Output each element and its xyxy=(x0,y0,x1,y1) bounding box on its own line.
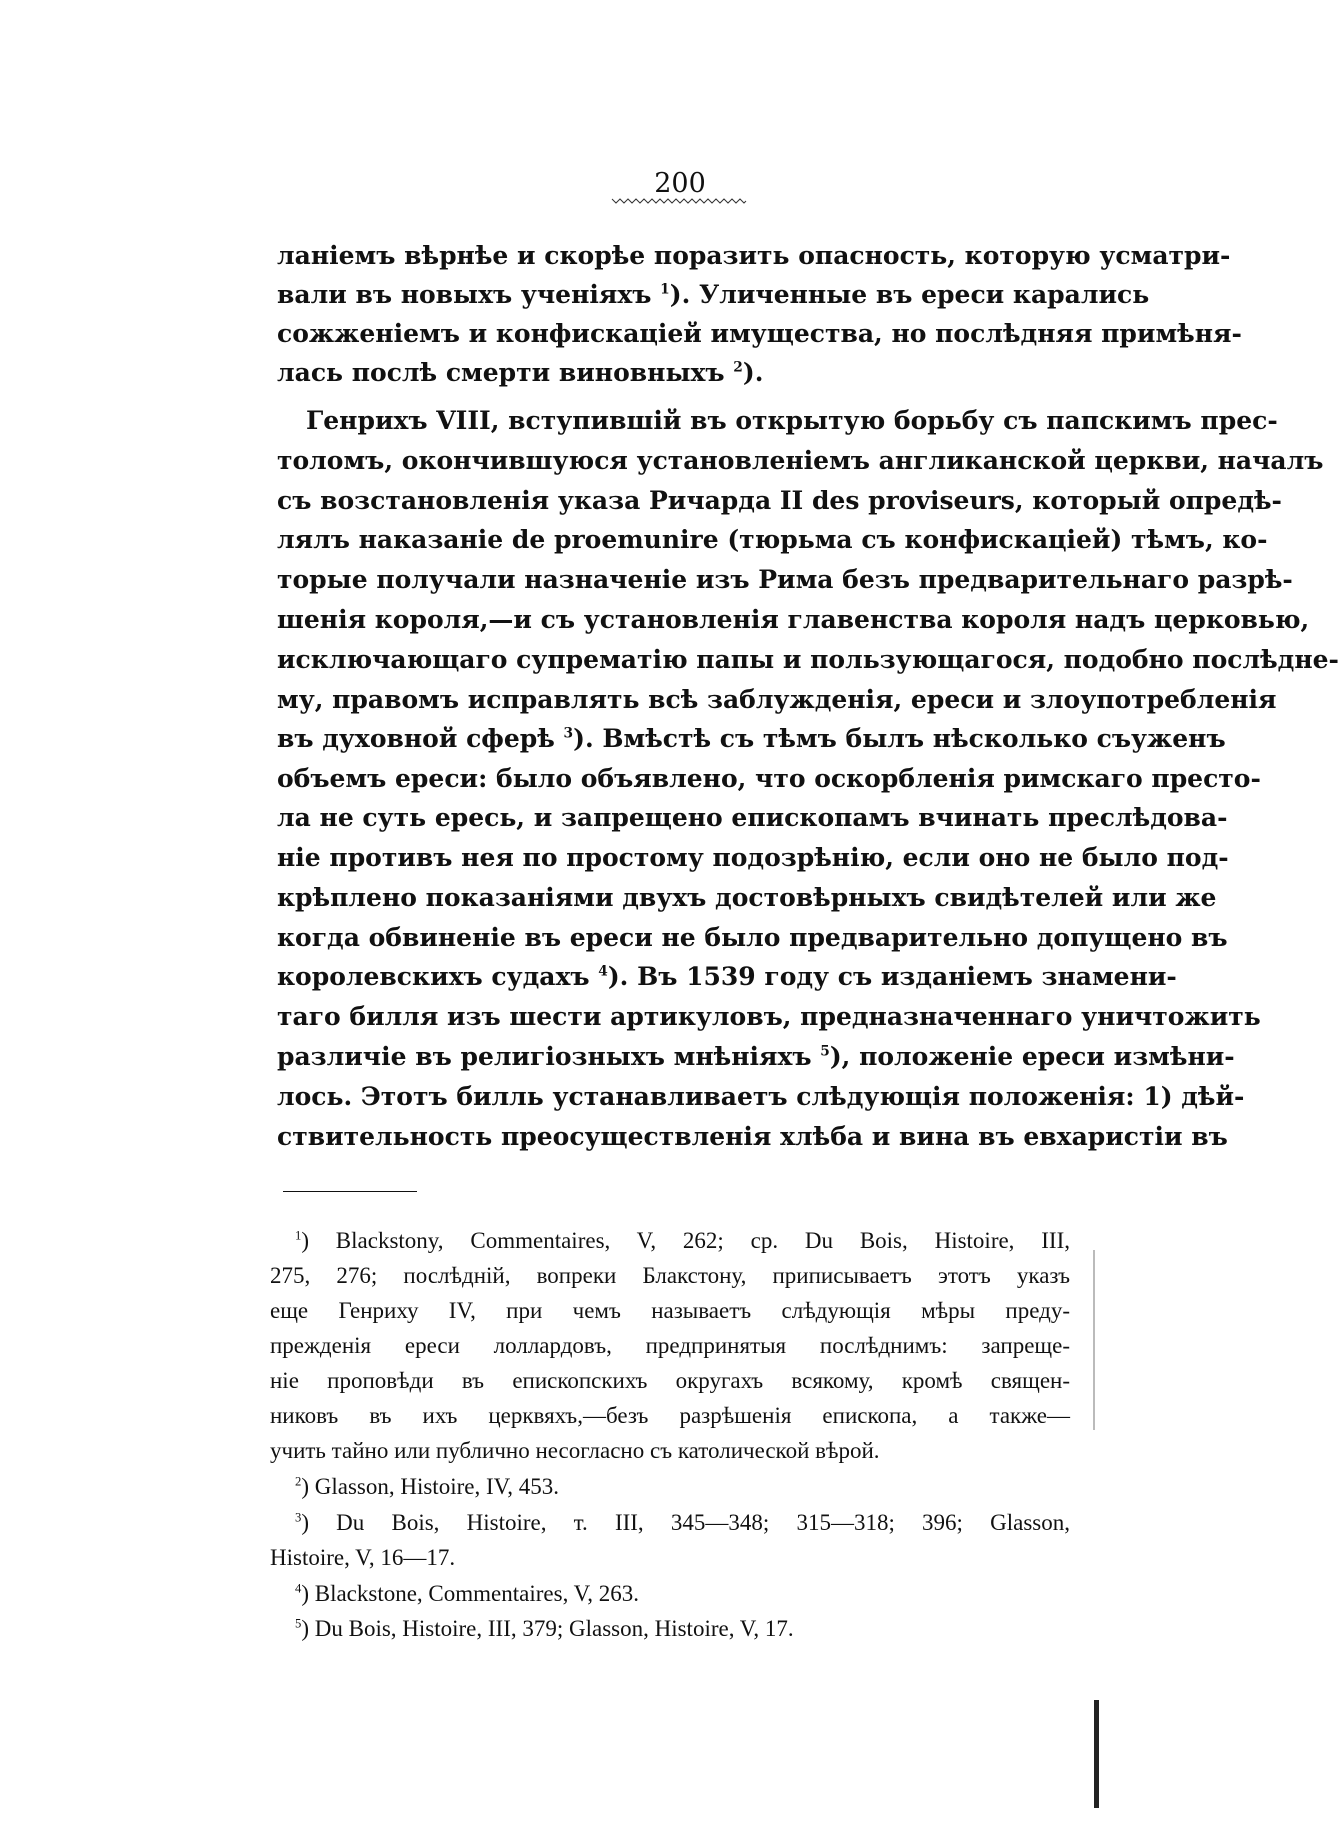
text-line: шенія короля,—и съ установленія главенства короля надъ церковью, xyxy=(277,605,1310,634)
footnote-line: еще Генриху IV, при чемъ называетъ слѣдующія мѣры преду- xyxy=(270,1298,1070,1323)
footnote-ref: 4 xyxy=(598,963,608,980)
footnote-ref: 3 xyxy=(563,725,574,742)
footnote: $^2$) Glasson, Histoire, IV, 453. xyxy=(295,1474,559,1499)
footnote-mark: 2 xyxy=(295,1474,302,1489)
text-line: ніе противъ нея по простому подозрѣнію, если оно не было под- xyxy=(277,843,1229,872)
footnote: $^3$) Du Bois, Histoire, т. III, 345—348; 315—318; 396; Glasson, xyxy=(295,1510,1070,1535)
text-line: торые получали назначеніе изъ Рима безъ предварительнаго разрѣ- xyxy=(277,565,1293,594)
page-number-ornament xyxy=(612,197,746,205)
text-line: лось. Этотъ билль устанавливаетъ слѣдующія положенія: 1) дѣй- xyxy=(277,1082,1245,1111)
footnote-line: никовъ въ ихъ церквяхъ,—безъ разрѣшенія епископа, а также— xyxy=(270,1403,1070,1428)
footnote-ref: 5 xyxy=(820,1043,830,1060)
footnote: $^1$) Blackstony, Commentaires, V, 262; cp. Du Bois, Histoire, III, xyxy=(295,1228,1070,1253)
footnote-line: учить тайно или публично несогласно съ католической вѣрой. xyxy=(270,1438,880,1463)
footnote-mark: 5 xyxy=(295,1616,302,1631)
text-line: королевскихъ судахъ $^4$). Въ 1539 году съ изданіемъ знамени- xyxy=(277,962,1177,991)
text-line: когда обвиненіе въ ереси не было предварительно допущено въ xyxy=(277,923,1228,952)
footnote-line: 275, 276; послѣдній, вопреки Блакстону, приписываетъ этотъ указъ xyxy=(270,1263,1070,1288)
text-line: съ возстановленія указа Ричарда II des proviseurs, который опредѣ- xyxy=(277,486,1282,515)
text-line: ла не суть ересь, и запрещено епископамъ вчинать преслѣдова- xyxy=(277,803,1228,832)
text-line: различіе въ религіозныхъ мнѣніяхъ $^5$), положеніе ереси измѣни- xyxy=(277,1042,1235,1071)
footnote-line: Histoire, V, 16—17. xyxy=(270,1545,456,1570)
text-line: толомъ, окончившуюся установленіемъ англиканской церкви, началъ xyxy=(277,446,1324,475)
footnote-mark: 3 xyxy=(295,1510,302,1525)
text-line: крѣплено показаніями двухъ достовѣрныхъ свидѣтелей или же xyxy=(277,883,1217,912)
scan-edge-shadow xyxy=(1093,1250,1095,1430)
text-line: ствительность преосуществленія хлѣба и вина въ евхаристіи въ xyxy=(277,1122,1228,1151)
text-line: ланіемъ вѣрнѣе и скорѣе поразить опасность, которую усматри- xyxy=(277,241,1231,270)
scan-edge-mark xyxy=(1094,1700,1099,1808)
footnote-mark: 1 xyxy=(295,1228,302,1243)
footnote-line: прежденія ереси лоллардовъ, предпринятыя послѣднимъ: запреще- xyxy=(270,1333,1070,1358)
footnote-mark: 4 xyxy=(295,1581,302,1596)
text-line: сожженіемъ и конфискаціей имущества, но послѣдняя примѣня- xyxy=(277,319,1242,348)
text-line: исключающаго супрематію папы и пользующагося, подобно послѣдне- xyxy=(277,645,1339,674)
text-line: въ духовной сферѣ $^3$). Вмѣстѣ съ тѣмъ былъ нѣсколько съуженъ xyxy=(277,724,1226,753)
footnote-ref: 2 xyxy=(733,359,743,376)
footnote-ref: 1 xyxy=(660,281,670,298)
text-line: таго билля изъ шести артикуловъ, предназначеннаго уничтожить xyxy=(277,1002,1261,1031)
footnote: $^4$) Blackstone, Commentaires, V, 263. xyxy=(295,1581,640,1606)
footnote-line: ніе проповѣди въ епископскихъ округахъ всякому, кромѣ священ- xyxy=(270,1368,1070,1393)
text-line: лялъ наказаніе de proemunire (тюрьма съ конфискаціей) тѣмъ, ко- xyxy=(277,525,1268,554)
page-number: 200 xyxy=(654,168,706,199)
footnote-separator xyxy=(283,1191,417,1192)
text-line: му, правомъ исправлять всѣ заблужденія, ереси и злоупотребленія xyxy=(277,685,1277,714)
text-line: лась послѣ смерти виновныхъ $^2$). xyxy=(277,358,764,387)
text-line: Генрихъ VIII, вступившій въ открытую борьбу съ папскимъ прес- xyxy=(306,406,1278,435)
text-line: вали въ новыхъ ученіяхъ $^1$). Уличенные въ ереси карались xyxy=(277,280,1150,309)
footnote: $^5$) Du Bois, Histoire, III, 379; Glasson, Histoire, V, 17. xyxy=(295,1616,794,1641)
text-line: объемъ ереси: было объявлено, что оскорбленія римскаго престо- xyxy=(277,764,1261,793)
